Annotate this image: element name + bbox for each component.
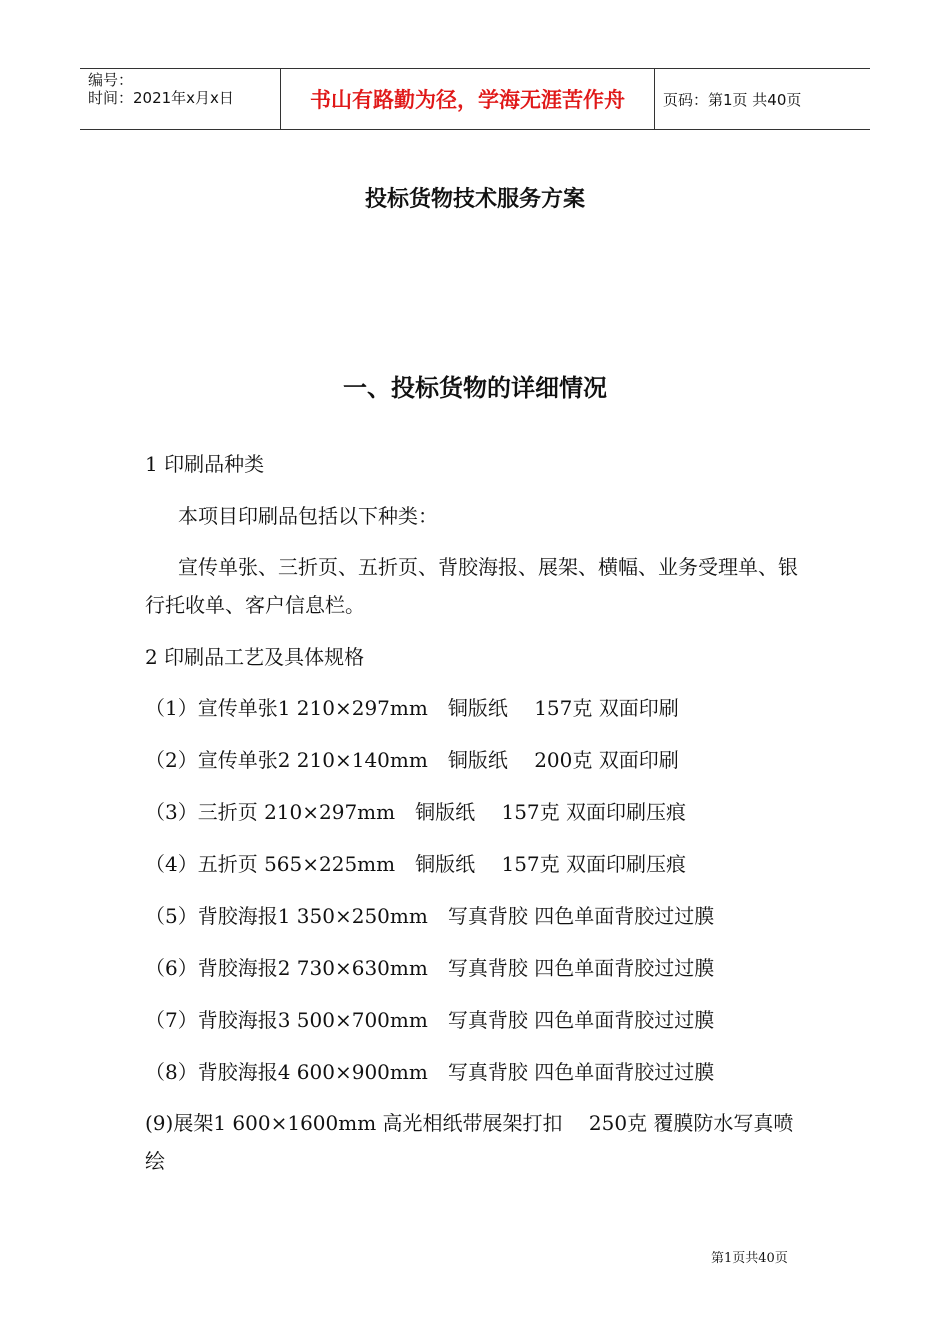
header-date-label: 时间：2021年x月x日 (88, 89, 234, 107)
spec-item-9: (9)展架1 600×1600mm 高光相纸带展架打扣 250克 覆膜防水写真喷绘 (145, 1111, 794, 1173)
page-footer: 第1页共40页 (711, 1251, 788, 1266)
spec-item: （3）三折页 210×297mm 铜版纸 157克 双面印刷压痕 (145, 800, 687, 824)
section-title: 一、投标货物的详细情况 (343, 374, 607, 402)
subsection-1-list-text: 宣传单张、三折页、五折页、背胶海报、展架、横幅、业务受理单、银行托收单、客户信息栏。 (145, 555, 798, 617)
spec-item: （1）宣传单张1 210×297mm 铜版纸 157克 双面印刷 (145, 696, 679, 720)
header-motto: 书山有路勤为径，学海无涯苦作舟 (281, 69, 655, 129)
spec-item: （8）背胶海报4 600×900mm 写真背胶 四色单面背胶过过膜 (145, 1060, 715, 1084)
subsection-1-heading: 1 印刷品种类 (145, 452, 265, 476)
page-header (80, 68, 870, 130)
spec-item: （5）背胶海报1 350×250mm 写真背胶 四色单面背胶过过膜 (145, 904, 715, 928)
spec-item: （2）宣传单张2 210×140mm 铜版纸 200克 双面印刷 (145, 748, 679, 772)
subsection-2-heading: 2 印刷品工艺及具体规格 (145, 645, 365, 669)
document-title: 投标货物技术服务方案 (364, 187, 585, 212)
spec-item: （6）背胶海报2 730×630mm 写真背胶 四色单面背胶过过膜 (145, 956, 715, 980)
spec-item: （4）五折页 565×225mm 铜版纸 157克 双面印刷压痕 (145, 852, 687, 876)
header-meta-cell (80, 69, 281, 129)
header-page-info: 页码：第1页 共40页 (663, 90, 802, 109)
header-code-label: 编号： (88, 71, 134, 89)
spec-item: （7）背胶海报3 500×700mm 写真背胶 四色单面背胶过过膜 (145, 1008, 715, 1032)
subsection-1-intro: 本项目印刷品包括以下种类： (178, 504, 438, 528)
